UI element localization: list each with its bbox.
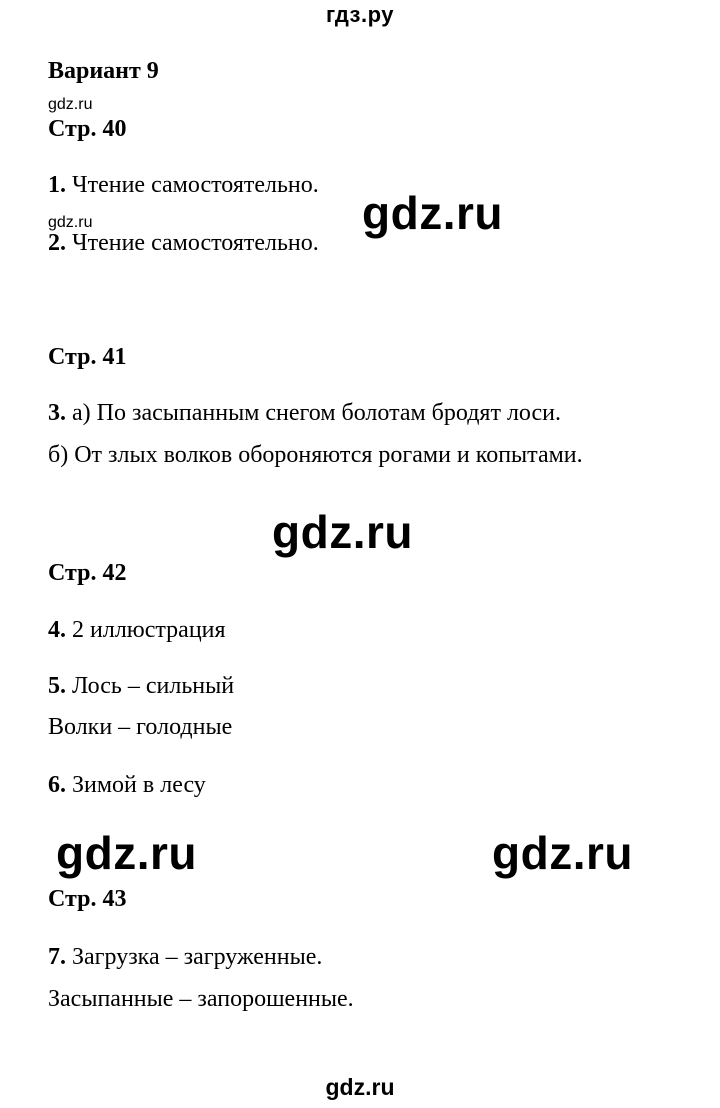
top-watermark: гдз.ру [326,2,394,27]
answer-text: Чтение самостоятельно. [66,230,319,256]
section-heading-43: Стр. 43 [48,886,127,912]
section-heading-40: Стр. 40 [48,116,127,142]
answer-3a [48,400,561,427]
answer-1 [48,172,319,199]
answer-text: Засыпанные – запорошенные. [48,986,354,1012]
large-watermark: gdz.ru [492,827,633,879]
answer-number: 5. [48,673,66,699]
answer-text: Зимой в лесу [66,772,206,798]
answer-number: 4. [48,617,66,643]
answer-5-cont [48,714,232,741]
answer-text: Лось – сильный [66,673,235,699]
answer-number: 6. [48,772,66,798]
small-watermark: gdz.ru [48,96,93,113]
answer-number: 2. [48,230,66,256]
section-heading-42: Стр. 42 [48,560,127,586]
bottom-watermark: gdz.ru [325,1074,395,1100]
section-heading-41: Стр. 41 [48,344,127,370]
answer-text: Чтение самостоятельно. [66,172,319,198]
small-watermark: gdz.ru [48,214,93,231]
answer-5 [48,673,234,700]
answer-6 [48,772,206,799]
answer-number: 1. [48,172,66,198]
large-watermark: gdz.ru [272,506,413,558]
page-title: Вариант 9 [48,58,159,84]
answer-3b [48,442,583,469]
answer-2 [48,230,319,257]
answer-text: Волки – голодные [48,714,233,740]
answer-number: 3. [48,400,66,426]
answer-7-cont [48,986,354,1013]
answer-number: 7. [48,944,66,970]
answer-text: Загрузка – загруженные. [66,944,323,970]
answer-4 [48,617,226,644]
answer-text: 2 иллюстрация [66,617,226,643]
answer-text: а) По засыпанным снегом болотам бродят лоси. [66,400,562,426]
answer-text: б) От злых волков обороняются рогами и копытами. [48,442,583,468]
answer-7 [48,944,322,971]
large-watermark: gdz.ru [56,827,197,879]
large-watermark: gdz.ru [362,187,503,239]
